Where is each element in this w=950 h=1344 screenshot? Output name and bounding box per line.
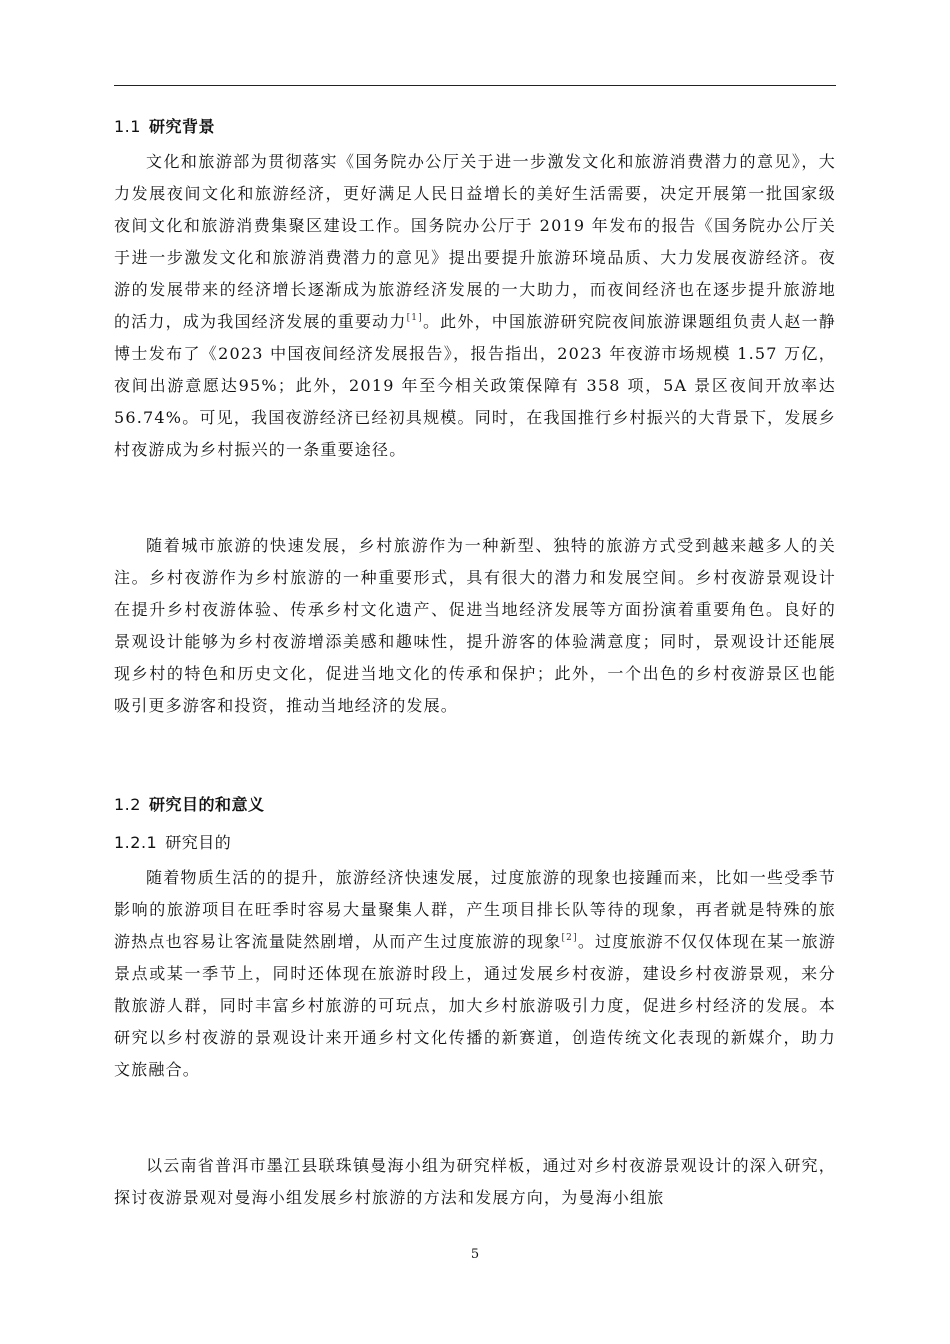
section-title: 研究目的和意义: [148, 795, 265, 814]
paragraph-text: 文化和旅游部为贯彻落实《国务院办公厅关于进一步激发文化和旅游消费潜力的意见》，大力发展夜间文化和旅游经济，更好满足人民日益增长的美好生活需要，决定开展第一批国家级夜间文化和旅游消费集聚区建设工作。国务院办公厅于 2019 年发布的报告《国务院办公厅关于进一步激发文化和旅游消费潜力的意见》提出要提升旅游环境品质、大力发展夜游经济。夜游的发展带来的经济增长逐渐成为旅游经济发展的一大助力，而夜间经济也在逐步提升旅游地的活力，成为我国经济发展的重要动力: [114, 152, 836, 331]
paragraph-background-2: [114, 530, 836, 786]
citation-ref-1: [1]: [406, 313, 423, 323]
section-heading-1-2: [114, 786, 836, 824]
section-number: 1.2: [114, 795, 141, 814]
paragraph-purpose-1: [114, 862, 836, 1150]
section-title: 研究背景: [148, 117, 215, 136]
section-number: 1.2.1: [114, 833, 158, 852]
section-heading-1-2-1: [114, 824, 836, 862]
section-title: 研究目的: [165, 833, 232, 852]
header-rule: [114, 85, 836, 86]
document-body: [114, 108, 836, 1214]
paragraph-text: 。过度旅游不仅仅体现在某一旅游景点或某一季节上，同时还体现在旅游时段上，通过发展乡村夜游，建设乡村夜游景观，来分散旅游人群，同时丰富乡村旅游的可玩点，加大乡村旅游吸引力度，促进乡村经济的发展。本研究以乡村夜游的景观设计来开通乡村文化传播的新赛道，创造传统文化表现的新媒介，助力文旅融合。: [114, 932, 836, 1079]
paragraph-text: 随着城市旅游的快速发展，乡村旅游作为一种新型、独特的旅游方式受到越来越多人的关注。乡村夜游作为乡村旅游的一种重要形式，具有很大的潜力和发展空间。乡村夜游景观设计在提升乡村夜游体验、传承乡村文化遗产、促进当地经济发展等方面扮演着重要角色。良好的景观设计能够为乡村夜游增添美感和趣味性，提升游客的体验满意度；同时，景观设计还能展现乡村的特色和历史文化，促进当地文化的传承和保护；此外，一个出色的乡村夜游景区也能吸引更多游客和投资，推动当地经济的发展。: [114, 536, 836, 715]
paragraph-text: 随着物质生活的的提升，旅游经济快速发展，过度旅游的现象也接踵而来，比如一些受季节影响的旅游项目在旺季时容易大量聚集人群，产生项目排长队等待的现象，再者就是特殊的旅游热点也容易让客流量陡然剧增，从而产生过度旅游的现象: [114, 868, 836, 951]
section-number: 1.1: [114, 117, 141, 136]
paragraph-text: 。此外，中国旅游研究院夜间旅游课题组负责人赵一静博士发布了《2023 中国夜间经济发展报告》，报告指出，2023 年夜游市场规模 1.57 万亿，夜间出游意愿达95%；此外，2019 年至今相关政策保障有 358 项，5A 景区夜间开放率达 56.74%。可见，我国夜游经济已经初具规模。同时，在我国推行乡村振兴的大背景下，发展乡村夜游成为乡村振兴的一条重要途径。: [114, 312, 836, 459]
paragraph-text: 以云南省普洱市墨江县联珠镇曼海小组为研究样板，通过对乡村夜游景观设计的深入研究，探讨夜游景观对曼海小组发展乡村旅游的方法和发展方向，为曼海小组旅: [114, 1156, 836, 1207]
citation-ref-2: [2]: [561, 933, 578, 943]
paragraph-purpose-2: [114, 1150, 836, 1214]
page-number: 5: [470, 1247, 480, 1262]
section-heading-1-1: [114, 108, 836, 146]
paragraph-background-1: [114, 146, 836, 530]
